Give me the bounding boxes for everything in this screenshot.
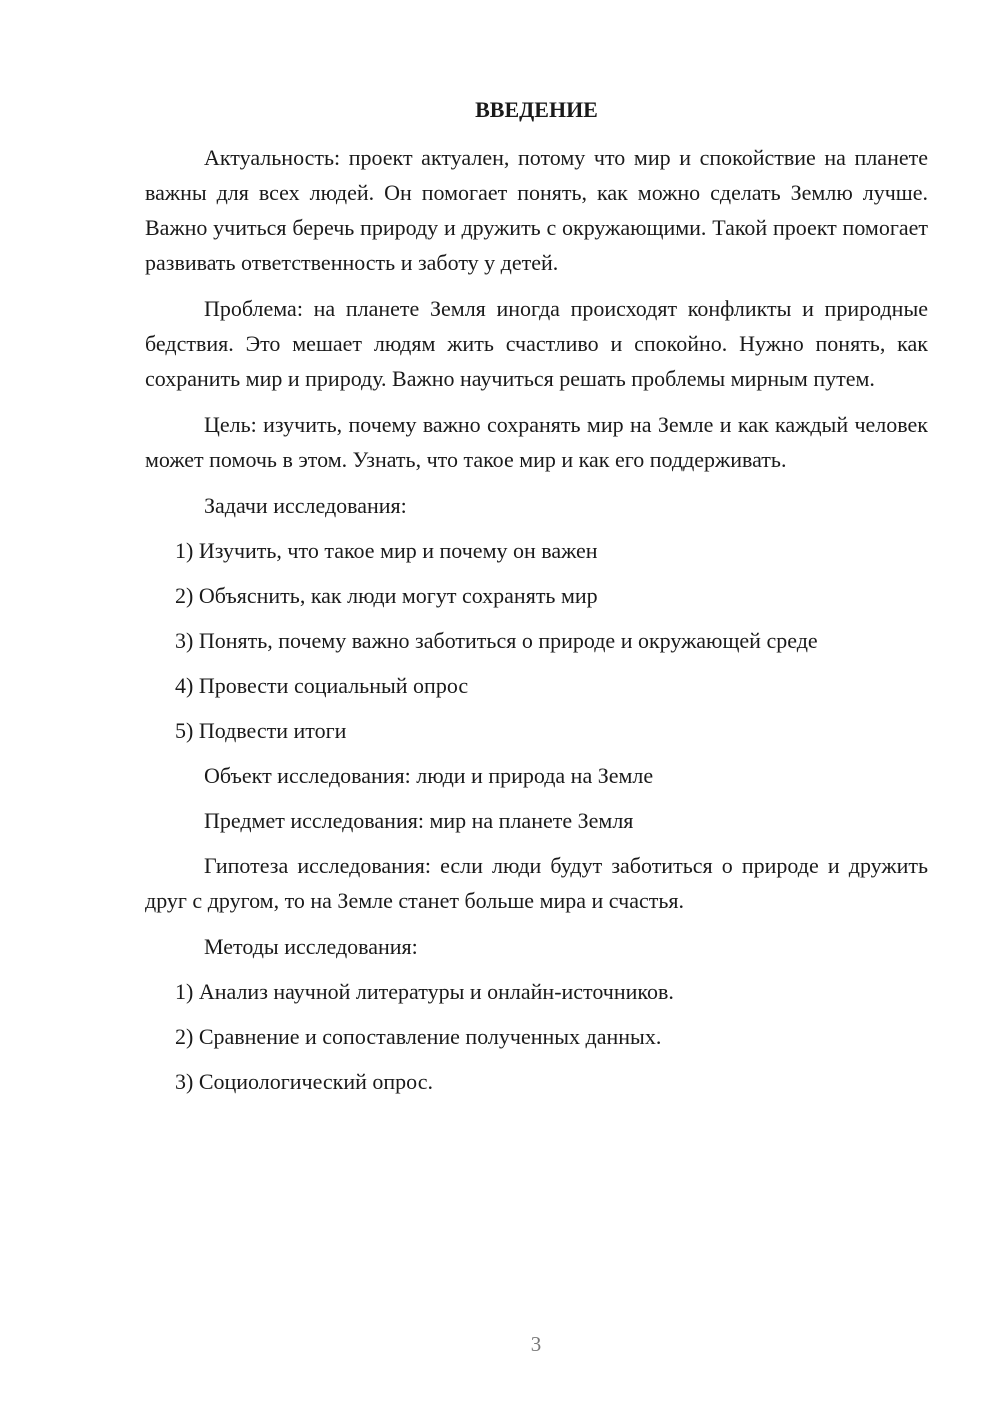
methods-list	[145, 974, 928, 1099]
research-object: Объект исследования: люди и природа на Земле	[204, 763, 654, 788]
task-item: 3) Понять, почему важно заботиться о природе и окружающей среде	[175, 628, 818, 653]
research-subject: Предмет исследования: мир на планете Земля	[204, 808, 634, 833]
hypothesis-paragraph: Гипотеза исследования: если люди будут заботиться о природе и дружить друг с другом, то на Земле станет больше мира и счастья.	[145, 853, 928, 913]
page-number: 3	[530, 1332, 542, 1356]
goal-paragraph: Цель: изучить, почему важно сохранять мир на Земле и как каждый человек может помочь в этом. Узнать, что такое мир и как его поддерживать.	[145, 412, 928, 472]
task-item: 5) Подвести итоги	[175, 718, 347, 743]
method-item: 1) Анализ научной литературы и онлайн-источников.	[175, 979, 674, 1004]
method-item: 3) Социологический опрос.	[175, 1069, 433, 1094]
method-item: 2) Сравнение и сопоставление полученных данных.	[175, 1024, 662, 1049]
task-item: 4) Провести социальный опрос	[175, 673, 469, 698]
document-page	[145, 92, 928, 1109]
relevance-paragraph: Актуальность: проект актуален, потому что мир и спокойствие на планете важны для всех людей. Он помогает понять, как можно сделать Землю лучше. Важно учиться беречь природу и дружить с окружающими. Такой проект помогает развивать ответственность и заботу у детей.	[145, 145, 928, 275]
methods-heading: Методы исследования:	[204, 934, 418, 959]
task-item: 2) Объяснить, как люди могут сохранять мир	[175, 583, 598, 608]
problem-paragraph: Проблема: на планете Земля иногда происходят конфликты и природные бедствия. Это мешает людям жить счастливо и спокойно. Нужно понять, как сохранить мир и природу. Важно научиться решать проблемы мирным путем.	[145, 296, 928, 391]
tasks-heading: Задачи исследования:	[204, 493, 407, 518]
document-title: ВВЕДЕНИЕ	[475, 97, 598, 122]
task-item: 1) Изучить, что такое мир и почему он важен	[175, 538, 598, 563]
tasks-list	[145, 533, 928, 748]
